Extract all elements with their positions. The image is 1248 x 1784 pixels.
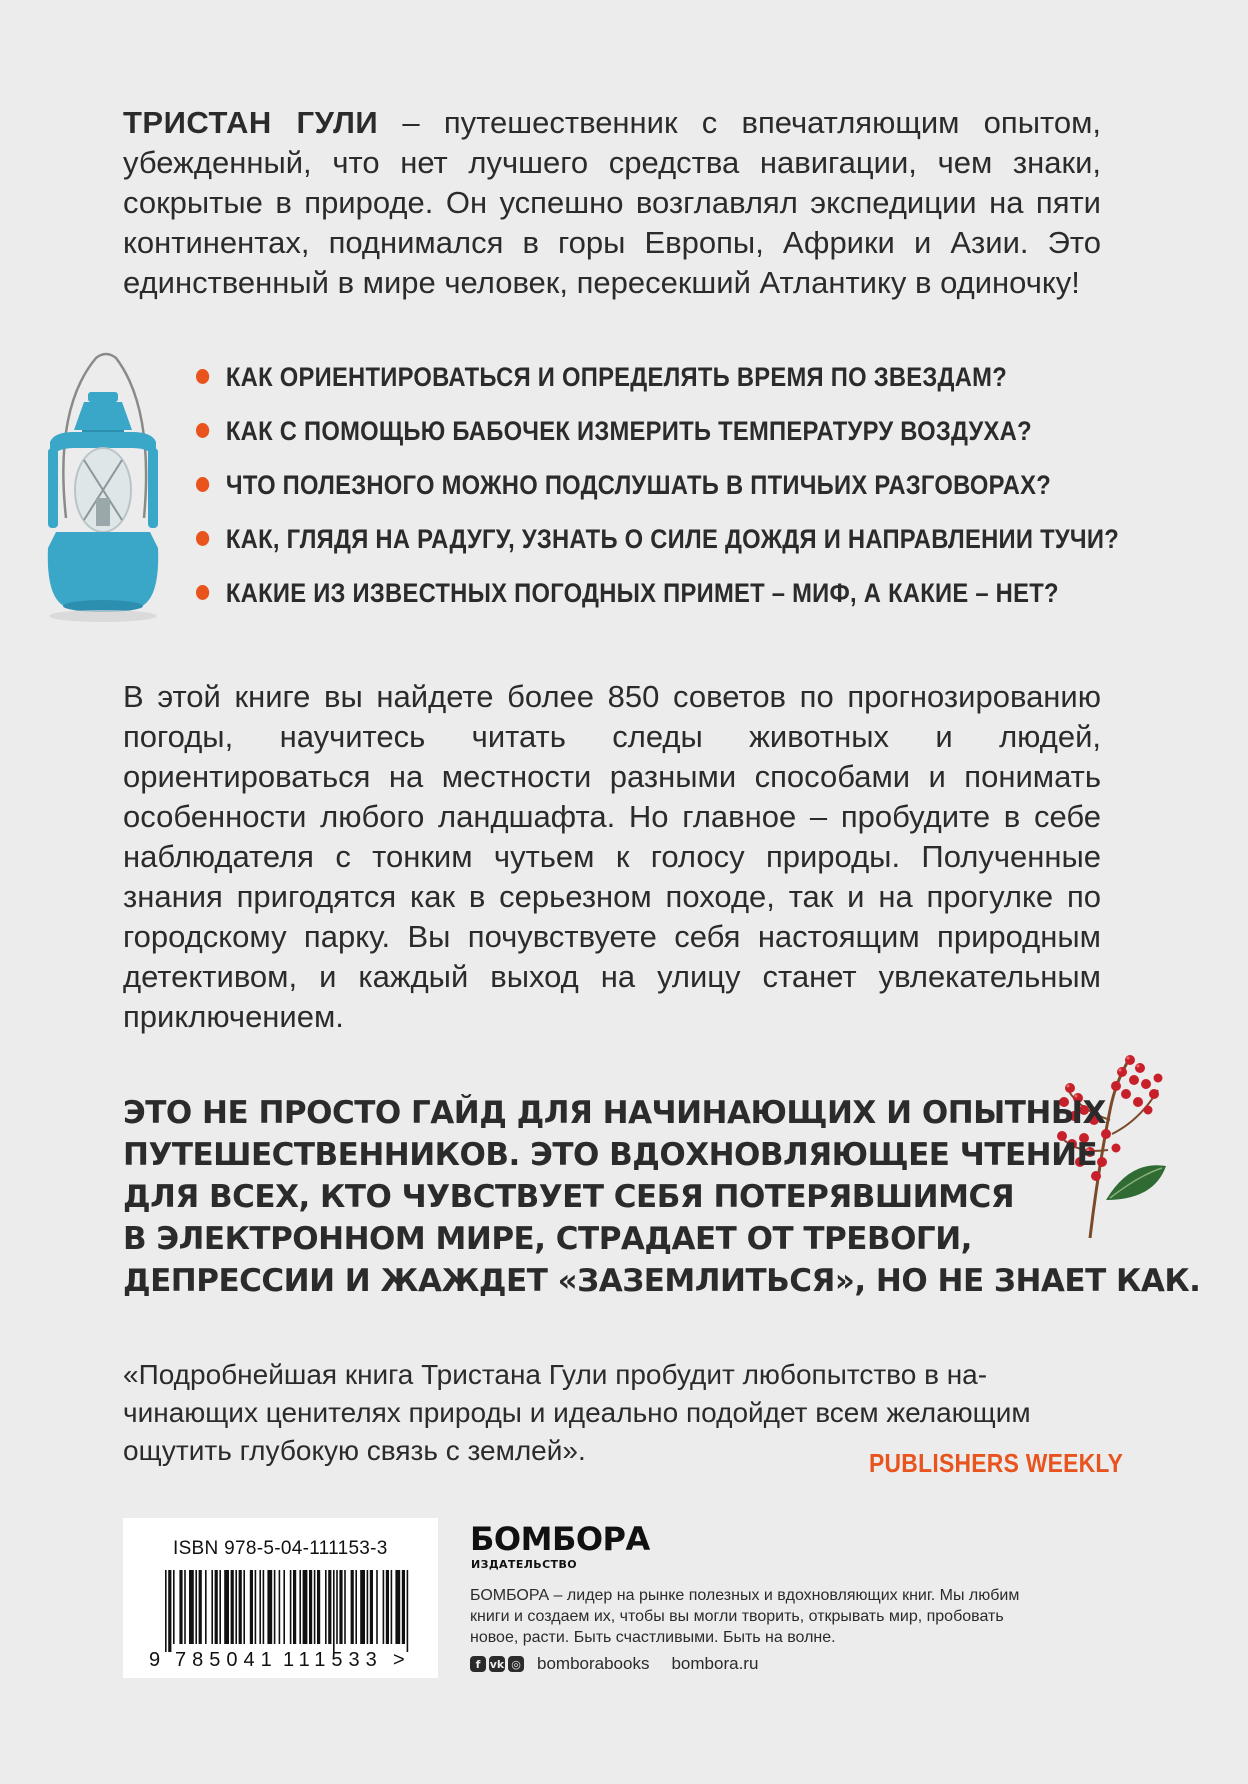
barcode-bar bbox=[224, 1570, 229, 1644]
barcode-bar bbox=[179, 1570, 182, 1644]
barcode-bar bbox=[184, 1570, 186, 1644]
barcode-bar bbox=[239, 1570, 242, 1644]
barcode-bar bbox=[231, 1570, 234, 1644]
barcode-bar bbox=[259, 1570, 261, 1644]
facebook-icon[interactable]: f bbox=[470, 1656, 486, 1672]
barcode-bar bbox=[255, 1570, 257, 1644]
question-text: КАКИЕ ИЗ ИЗВЕСТНЫХ ПОГОДНЫХ ПРИМЕТ – МИФ, А КАКИЕ – НЕТ? bbox=[225, 578, 1059, 608]
bullet-icon bbox=[196, 477, 209, 492]
barcode-digits-left: 785041 bbox=[175, 1649, 278, 1671]
question-item bbox=[196, 578, 1094, 632]
barcode-bar bbox=[325, 1570, 327, 1644]
barcode-bar bbox=[355, 1570, 357, 1644]
barcode-digits-right: 111533 bbox=[283, 1649, 383, 1671]
barcode-bar bbox=[367, 1570, 369, 1644]
review-quote: «Подробнейшая книга Тристана Гули пробудит любопытство в начинающих ценителях природы и идеально подойдет всем желающим ощутить глубокую связь с землей». bbox=[123, 1359, 1031, 1466]
barcode-block bbox=[123, 1518, 438, 1678]
barcode-bar bbox=[360, 1570, 365, 1644]
barcode-bar bbox=[370, 1570, 373, 1644]
bullet-icon bbox=[196, 531, 209, 546]
barcode-bar bbox=[344, 1570, 346, 1644]
bullet-icon bbox=[196, 369, 209, 384]
book-description: В этой книге вы найдете более 850 советов по прогнозированию погоды, научитесь читать следы животных и людей, ориентироваться на местности разными способами и понимать особенности любого ландшафта. Но главное – пробудите в себе наблюдателя с тонким чутьем к голосу природы. Полученные знания пригодятся как в серьезном походе, так и на прогулке по городскому парку. Вы почувствуете себя настоящим природным детективом, и каждый выход на улицу станет увлекательным приключением. bbox=[123, 679, 1101, 1034]
question-item bbox=[196, 416, 1094, 470]
manifesto-line: ЭТО НЕ ПРОСТО ГАЙД ДЛЯ НАЧИНАЮЩИХ И ОПЫТНЫХ bbox=[123, 1095, 1106, 1131]
barcode-bar bbox=[383, 1570, 385, 1644]
barcode-bar bbox=[328, 1570, 331, 1644]
barcode-bar bbox=[263, 1570, 265, 1644]
author-intro bbox=[123, 103, 1101, 303]
bullet-icon bbox=[196, 585, 209, 600]
barcode-bar bbox=[293, 1570, 296, 1644]
question-text: КАК, ГЛЯДЯ НА РАДУГУ, УЗНАТЬ О СИЛЕ ДОЖДЯ И НАПРАВЛЕНИИ ТУЧИ? bbox=[225, 524, 1119, 554]
barcode-bar bbox=[243, 1570, 245, 1644]
barcode-bar bbox=[283, 1570, 285, 1644]
barcode-bar bbox=[336, 1570, 338, 1644]
barcode-bar bbox=[211, 1570, 213, 1644]
barcode-bar bbox=[274, 1570, 276, 1644]
review-source: PUBLISHERS WEEKLY bbox=[869, 1448, 1124, 1478]
barcode-bar bbox=[165, 1570, 167, 1652]
isbn-label: ISBN 978-5-04-111153-3 bbox=[173, 1538, 388, 1559]
barcode-bar bbox=[395, 1570, 400, 1644]
barcode-bar bbox=[402, 1570, 405, 1644]
social-row bbox=[470, 1654, 758, 1674]
social-handle[interactable]: bomborabooks bbox=[537, 1654, 650, 1673]
questions-list bbox=[196, 362, 1216, 632]
barcode-bar bbox=[309, 1570, 312, 1644]
barcode-bar bbox=[386, 1570, 389, 1644]
question-text: ЧТО ПОЛЕЗНОГО МОЖНО ПОДСЛУШАТЬ В ПТИЧЬИХ РАЗГОВОРАХ? bbox=[225, 470, 1052, 500]
bullet-icon bbox=[196, 423, 209, 438]
barcode-bar bbox=[391, 1570, 393, 1644]
barcode-bar bbox=[219, 1570, 221, 1644]
author-intro-text: – путешественник с впечатляющим опытом, убежденный, что нет лучшего средства навигации, чем знаки, сокрытые в природе. Он успешно возглавлял экспедиции на пяти континентах, поднимался в горы Европы, Африки и Азии. Это единственный в мире человек, пересекший Атлантику в одиночку! bbox=[123, 105, 1101, 300]
barcode-bar bbox=[267, 1570, 272, 1644]
barcode-bar bbox=[333, 1570, 335, 1652]
barcode-bar bbox=[250, 1570, 253, 1644]
publisher-logo: БОМБОРА bbox=[470, 1520, 650, 1558]
question-text: КАК С ПОМОЩЬЮ БАБОЧЕК ИЗМЕРИТЬ ТЕМПЕРАТУРУ ВОЗДУХА? bbox=[225, 416, 1032, 446]
manifesto-line: ДЛЯ ВСЕХ, КТО ЧУВСТВУЕТ СЕБЯ ПОТЕРЯВШИМСЯ bbox=[123, 1179, 1015, 1215]
barcode-bar bbox=[407, 1570, 409, 1652]
barcode-bar bbox=[173, 1570, 175, 1644]
barcode-bar bbox=[189, 1570, 194, 1644]
barcode-bar bbox=[215, 1570, 218, 1644]
instagram-icon[interactable]: ◎ bbox=[508, 1656, 524, 1672]
barcode-bar bbox=[199, 1570, 202, 1644]
barcode-bar bbox=[205, 1570, 207, 1644]
publisher-subtitle: ИЗДАТЕЛЬСТВО bbox=[471, 1558, 577, 1571]
question-item bbox=[196, 470, 1094, 524]
manifesto-line: В ЭЛЕКТРОННОМ МИРЕ, СТРАДАЕТ ОТ ТРЕВОГИ, bbox=[123, 1221, 972, 1257]
barcode-bar bbox=[290, 1570, 292, 1644]
barcode-icon bbox=[123, 1518, 438, 1678]
barcode-bar bbox=[299, 1570, 301, 1644]
manifesto bbox=[123, 1092, 1201, 1302]
question-item bbox=[196, 524, 1119, 578]
website-link[interactable]: bombora.ru bbox=[671, 1654, 759, 1673]
publisher-description: БОМБОРА – лидер на рынке полезных и вдохновляющих книг. Мы любим книги и создаем их, чтобы вы могли творить, открывать мир, пробовать новое, расти. Быть счастливыми. Быть на волне. bbox=[470, 1587, 1020, 1646]
manifesto-line: ДЕПРЕССИИ И ЖАЖДЕТ «ЗАЗЕМЛИТЬСЯ», НО НЕ ЗНАЕТ КАК. bbox=[123, 1263, 1201, 1299]
author-name: ТРИСТАН ГУЛИ bbox=[123, 105, 379, 140]
question-text: КАК ОРИЕНТИРОВАТЬСЯ И ОПРЕДЕЛЯТЬ ВРЕМЯ ПО ЗВЕЗДАМ? bbox=[225, 362, 1008, 392]
barcode-bar bbox=[235, 1570, 237, 1644]
barcode-digit-first: 9 bbox=[149, 1649, 161, 1671]
manifesto-line: ПУТЕШЕСТВЕННИКОВ. ЭТО ВДОХНОВЛЯЮЩЕЕ ЧТЕНИЕ bbox=[123, 1137, 1098, 1173]
barcode-bar bbox=[195, 1570, 197, 1644]
barcode-bar bbox=[317, 1570, 320, 1644]
barcode-bar bbox=[314, 1570, 316, 1644]
barcode-bar bbox=[339, 1570, 342, 1644]
barcode-bar bbox=[168, 1570, 171, 1652]
question-item bbox=[196, 362, 1094, 416]
barcode-bar bbox=[279, 1570, 281, 1644]
barcode-bar bbox=[351, 1570, 354, 1644]
barcode-bar bbox=[376, 1570, 378, 1644]
barcode-arrow: > bbox=[393, 1649, 405, 1671]
lantern-image bbox=[44, 348, 162, 628]
barcode-bar bbox=[303, 1570, 308, 1644]
vk-icon[interactable]: vk bbox=[489, 1657, 505, 1671]
